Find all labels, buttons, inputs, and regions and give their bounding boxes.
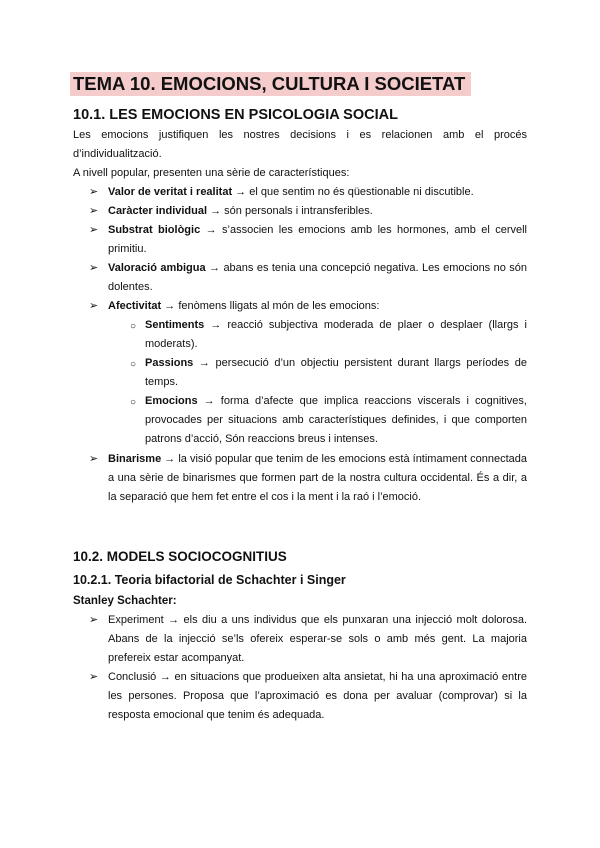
arrow: →	[197, 395, 221, 407]
arrow: →	[207, 205, 225, 217]
description: són personals i intransferibles.	[224, 205, 373, 217]
arrow: →	[205, 262, 224, 274]
arrow: →	[232, 186, 250, 198]
description: forma d’afecte que implica reaccions viscerals i cognitives, provocades per situacions amb característiques definides, i que comporten patrons d’acció, Són reaccions breus i intenses.	[145, 395, 527, 445]
section-heading-2: 10.2. MODELS SOCIOCOGNITIUS	[73, 549, 287, 564]
label: Experiment	[108, 614, 164, 626]
description: en situacions que produeixen alta ansietat, hi ha una aproximació entre les persones. Proposa que l’aproximació es dona per avaluar (comprovar) si la resposta emocional que tenim és adequada.	[108, 671, 527, 721]
term: Binarisme	[108, 453, 162, 465]
section-heading-1: 10.1. LES EMOCIONS EN PSICOLOGIA SOCIAL	[73, 107, 398, 123]
arrow: →	[200, 224, 223, 236]
bullet-icon: ➢	[89, 205, 99, 217]
term: Passions	[145, 357, 194, 369]
circle-bullet-icon: ○	[130, 359, 137, 370]
subsection-heading: 10.2.1. Teoria bifactorial de Schachter i Singer	[73, 573, 346, 587]
description: reacció subjectiva moderada de plaer o desplaer (llargs i moderats).	[145, 319, 527, 350]
list-item	[108, 668, 527, 725]
label: Conclusió	[108, 671, 157, 683]
list-item	[108, 259, 527, 297]
description: abans es tenia una concepció negativa. Les emocions no són dolentes.	[108, 262, 528, 293]
arrow: →	[161, 300, 179, 312]
arrow: →	[163, 614, 184, 626]
term: Valoració ambigua	[108, 262, 206, 274]
list-item	[108, 297, 527, 316]
circle-bullet-icon: ○	[130, 397, 137, 408]
term: Afectivitat	[108, 300, 162, 312]
description: els diu a uns individus que els punxaran una injecció molt dolorosa. Abans de la injecció se’ls ofereix esperar-se sols o amb més gent. La majoria prefereix estar acompanyat.	[108, 614, 527, 664]
arrow: →	[156, 671, 175, 683]
bullet-icon: ➢	[89, 262, 99, 274]
author-heading: Stanley Schachter:	[73, 595, 177, 607]
bullet-icon: ➢	[89, 300, 99, 312]
intro-paragraph: Les emocions justifiquen les nostres decisions i es relacionen amb el procés d’individualització.	[73, 129, 527, 160]
arrow: →	[161, 453, 179, 465]
sub-list-item	[145, 392, 527, 449]
list-item	[108, 221, 527, 259]
description: persecució d’un objectiu persistent durant llargs períodes de temps.	[145, 357, 527, 388]
circle-bullet-icon: ○	[130, 321, 137, 332]
bullet-icon: ➢	[89, 614, 99, 626]
bullet-icon: ➢	[89, 453, 99, 465]
sub-list-item	[145, 316, 527, 354]
list-item	[108, 202, 527, 221]
intro-paragraph-2: A nivell popular, presenten una sèrie de característiques:	[73, 167, 350, 179]
arrow: →	[193, 357, 216, 369]
term: Emocions	[145, 395, 198, 407]
list-item	[108, 611, 527, 668]
page-title: TEMA 10. EMOCIONS, CULTURA I SOCIETAT	[70, 72, 471, 96]
description: s’associen les emocions amb les hormones, amb el cervell primitiu.	[108, 224, 527, 255]
list-item	[108, 183, 527, 202]
arrow: →	[204, 319, 228, 331]
description: fenòmens lligats al món de les emocions:	[178, 300, 380, 312]
sub-list-item	[145, 354, 527, 392]
term: Sentiments	[145, 319, 205, 331]
bullet-icon: ➢	[89, 224, 99, 236]
term: Caràcter individual	[108, 205, 208, 217]
bullet-icon: ➢	[89, 186, 99, 198]
description: la visió popular que tenim de les emocions està íntimament connectada a una sèrie de binarismes que formen part de la nostra cultura occidental. És a dir, a la separació que hem fet entre el cos i la ment i la raó i l’emoció.	[108, 453, 527, 503]
term: Valor de veritat i realitat	[108, 186, 233, 198]
bullet-icon: ➢	[89, 671, 99, 683]
term: Substrat biològic	[108, 224, 201, 236]
list-item	[108, 450, 527, 507]
description: el que sentim no és qüestionable ni discutible.	[249, 186, 474, 198]
